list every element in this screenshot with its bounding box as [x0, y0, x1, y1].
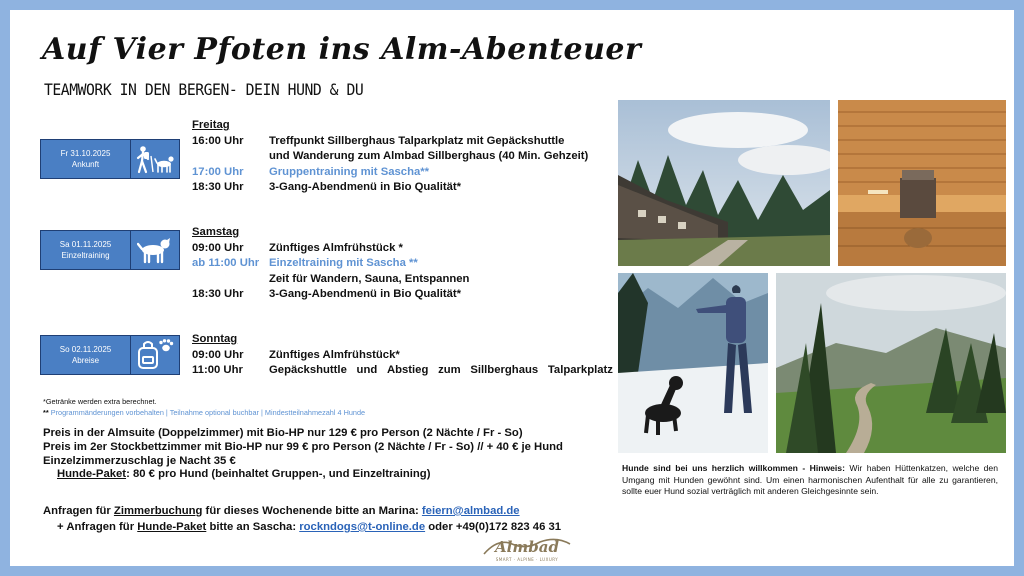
schedule-row [192, 256, 469, 272]
schedule-time: 17:00 Uhr [192, 165, 244, 178]
day-label: Ankunft [71, 160, 100, 169]
flyer-page [10, 10, 1014, 566]
schedule-saturday [192, 225, 469, 303]
schedule-time: 11:00 Uhr [192, 364, 243, 377]
schedule-row [192, 272, 469, 288]
schedule-row [192, 165, 588, 181]
footnotes: *Getränke werden extra berechnet. ** Programmänderungen vorbehalten | Teilnahme optional buchbar | Mindestteilnahmezahl 4 Hunde [43, 397, 366, 417]
day-date: So 02.11.2025 [59, 345, 112, 354]
schedule-desc: Zünftiges Almfrühstück * [269, 241, 403, 254]
schedule-desc: Gepäckshuttle und Abstieg zum Sillberghaus Talparkplatz [269, 364, 613, 377]
day-box-saturday [40, 230, 180, 270]
day-date: Sa 01.11.2025 [59, 240, 112, 249]
email-link-marina[interactable]: feiern@almbad.de [421, 505, 520, 517]
page-subtitle: TEAMWORK IN DEN BERGEN- DEIN HUND & DU [44, 80, 364, 99]
dog-notice: Hunde sind bei uns herzlich willkommen - Hinweis: Wir haben Hüttenkatzen, welche den Umgang mit Hunden gewöhnt sind. Um einen harmonischen Aufenthalt für alle zu garantieren, sollte euer Hund sozial verträglich mit anderen Gleichgesinnte sein. [622, 463, 998, 497]
day-heading: Freitag [192, 119, 230, 131]
day-heading: Sonntag [192, 333, 238, 345]
schedule-time: 09:00 Uhr [192, 241, 244, 254]
day-date: Fr 31.10.2025 [60, 149, 111, 158]
price-line: Einzelzimmerzuschlag je Nacht 35 € [43, 454, 236, 467]
schedule-row [192, 348, 613, 364]
price-line: Preis in der Almsuite (Doppelzimmer) mit Bio-HP nur 129 € pro Person (2 Nächte / Fr - So) [43, 427, 523, 439]
schedule-time: 16:00 Uhr [192, 134, 244, 147]
schedule-row [192, 149, 588, 165]
contact-line-rooms: Anfragen für Zimmerbuchung für dieses Wochenende bitte an Marina: feiern@almbad.de [43, 505, 520, 517]
day-box-friday [40, 139, 180, 179]
schedule-desc: Treffpunkt Sillberghaus Talparkplatz mit Gepäckshuttle [269, 134, 565, 147]
schedule-desc: und Wanderung zum Almbad Sillberghaus (40 Min. Gehzeit) [269, 150, 589, 163]
schedule-time: 18:30 Uhr [192, 288, 244, 301]
schedule-desc: Zünftiges Almfrühstück* [269, 348, 400, 361]
email-link-sascha[interactable]: rockndogs@t-online.de [299, 521, 426, 533]
schedule-row [192, 363, 613, 379]
dog-package-line: Hunde-Paket: 80 € pro Hund (beinhaltet Gruppen-, und Einzeltraining) [57, 468, 431, 481]
schedule-row [192, 134, 588, 150]
schedule-time: ab 11:00 Uhr [192, 257, 260, 270]
day-box-sunday [40, 335, 180, 375]
logo-tagline: SMART · ALPINE · LUXURY [495, 557, 559, 562]
schedule-desc: Zeit für Wandern, Sauna, Entspannen [269, 272, 470, 285]
schedule-desc: 3-Gang-Abendmenü in Bio Qualität* [269, 288, 462, 301]
dog-icon [137, 236, 173, 264]
price-info [43, 427, 563, 482]
photo-lodge [618, 100, 830, 266]
schedule-row [192, 287, 469, 303]
contact-line-dogs: + Anfragen für Hunde-Paket bitte an Sascha: rockndogs@t-online.de oder +49(0)172 823 46 31 [57, 521, 562, 533]
day-label: Abreise [71, 356, 100, 365]
schedule-friday [192, 118, 588, 196]
changes-note: Programmänderungen vorbehalten | Teilnahme optional buchbar | Mindestteilnahmezahl 4 Hunde [50, 408, 366, 417]
schedule-time: 18:30 Uhr [192, 181, 244, 194]
photo-sauna [838, 100, 1006, 266]
page-title: Auf Vier Pfoten ins Alm-Abenteuer [42, 32, 642, 67]
almbad-logo [478, 534, 576, 564]
price-line: Preis im 2er Stockbettzimmer mit Bio-HP nur 99 € pro Person (2 Nächte / Fr - So) // + 40 € je Hund [43, 440, 563, 453]
schedule-desc: 3-Gang-Abendmenü in Bio Qualität* [269, 181, 462, 194]
schedule-desc: Einzeltraining mit Sascha ** [269, 257, 418, 270]
drinks-note: *Getränke werden extra berechnet. [43, 397, 157, 406]
photo-trainer-dog [618, 273, 768, 453]
schedule-time: 09:00 Uhr [192, 348, 244, 361]
schedule-row [192, 241, 469, 257]
schedule-sunday [192, 332, 613, 379]
logo-name: Almbad [495, 538, 559, 556]
backpack-paw-icon [135, 339, 175, 371]
day-heading: Samstag [192, 226, 240, 238]
day-label: Einzeltraining [61, 251, 110, 260]
contact-info [43, 503, 561, 535]
hiker-dog-icon [134, 144, 176, 174]
photo-alpine-path [776, 273, 1006, 453]
schedule-row [192, 180, 588, 196]
schedule-desc: Gruppentraining mit Sascha** [269, 165, 430, 178]
